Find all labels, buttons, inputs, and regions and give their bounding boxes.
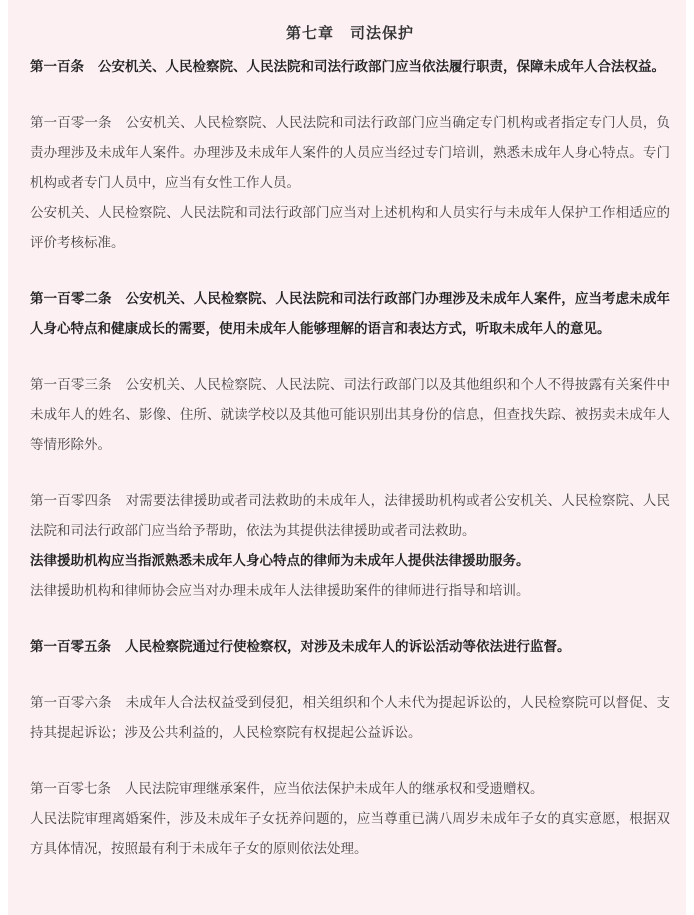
- article: [30, 774, 670, 864]
- article-text: 人民法院审理离婚案件，涉及未成年子女抚养问题的，应当尊重已满八周岁未成年子女的真实意愿，根据双方具体情况，按照最有利于未成年子女的原则依法处理。: [30, 811, 670, 857]
- article-text: 公安机关、人民检察院、人民法院和司法行政部门应当对上述机构和人员实行与未成年人保护工作相适应的评价考核标准。: [30, 205, 670, 251]
- article-number: 第一百零六条: [30, 695, 112, 711]
- article-paragraph: [30, 546, 670, 576]
- article-paragraph: [30, 576, 670, 606]
- article: [30, 688, 670, 748]
- article-text: 法律援助机构和律师协会应当对办理未成年人法律援助案件的律师进行指导和培训。: [30, 583, 530, 599]
- article-paragraph: [30, 52, 670, 82]
- article-text: 人民检察院通过行使检察权，对涉及未成年人的诉讼活动等依法进行监督。: [125, 639, 571, 655]
- article-text: 公安机关、人民检察院、人民法院和司法行政部门应当确定专门机构或者指定专门人员，负责办理涉及未成年人案件。办理涉及未成年人案件的人员应当经过专门培训，熟悉未成年人身心特点。专门机构或者专门人员中，应当有女性工作人员。: [30, 115, 671, 191]
- chapter-title: 第七章 司法保护: [285, 24, 414, 42]
- article: [30, 52, 670, 82]
- article-paragraph: [30, 688, 670, 748]
- article-text: 未成年人合法权益受到侵犯，相关组织和个人未代为提起诉讼的，人民检察院可以督促、支持其提起诉讼；涉及公共利益的，人民检察院有权提起公益诉讼。: [30, 695, 671, 741]
- article-text: 对需要法律援助或者司法救助的未成年人，法律援助机构或者公安机关、人民检察院、人民法院和司法行政部门应当给予帮助，依法为其提供法律援助或者司法救助。: [30, 493, 671, 539]
- article-text: 人民法院审理继承案件，应当依法保护未成年人的继承权和受遗赠权。: [125, 781, 544, 797]
- article: [30, 108, 670, 258]
- article-number: 第一百条: [30, 59, 84, 75]
- article-number: 第一百零四条: [30, 493, 112, 509]
- article-text: 法律援助机构应当指派熟悉未成年人身心特点的律师为未成年人提供法律援助服务。: [30, 553, 530, 569]
- article-paragraph: [30, 632, 670, 662]
- article: [30, 284, 670, 344]
- document-page: [8, 0, 686, 915]
- article-number: 第一百零二条: [30, 291, 112, 307]
- article: [30, 370, 670, 460]
- article-paragraph: [30, 198, 670, 258]
- article-text: 公安机关、人民检察院、人民法院和司法行政部门办理涉及未成年人案件，应当考虑未成年人身心特点和健康成长的需要，使用未成年人能够理解的语言和表达方式，听取未成年人的意见。: [30, 291, 671, 337]
- article: [30, 486, 670, 606]
- article-paragraph: [30, 486, 670, 546]
- article-text: 公安机关、人民检察院、人民法院和司法行政部门应当依法履行职责，保障未成年人合法权益。: [98, 59, 665, 75]
- article-paragraph: [30, 284, 670, 344]
- article-number: 第一百零七条: [30, 781, 111, 797]
- article-paragraph: [30, 774, 670, 804]
- article-text: 公安机关、人民检察院、人民法院、司法行政部门以及其他组织和个人不得披露有关案件中未成年人的姓名、影像、住所、就读学校以及其他可能识别出其身份的信息，但查找失踪、被拐卖未成年人等情形除外。: [30, 377, 671, 453]
- article: [30, 632, 670, 662]
- article-number: 第一百零三条: [30, 377, 112, 393]
- article-paragraph: [30, 108, 670, 198]
- article-number: 第一百零五条: [30, 639, 111, 655]
- article-paragraph: [30, 804, 670, 864]
- article-number: 第一百零一条: [30, 115, 112, 131]
- articles-list: [30, 52, 670, 864]
- article-paragraph: [30, 370, 670, 460]
